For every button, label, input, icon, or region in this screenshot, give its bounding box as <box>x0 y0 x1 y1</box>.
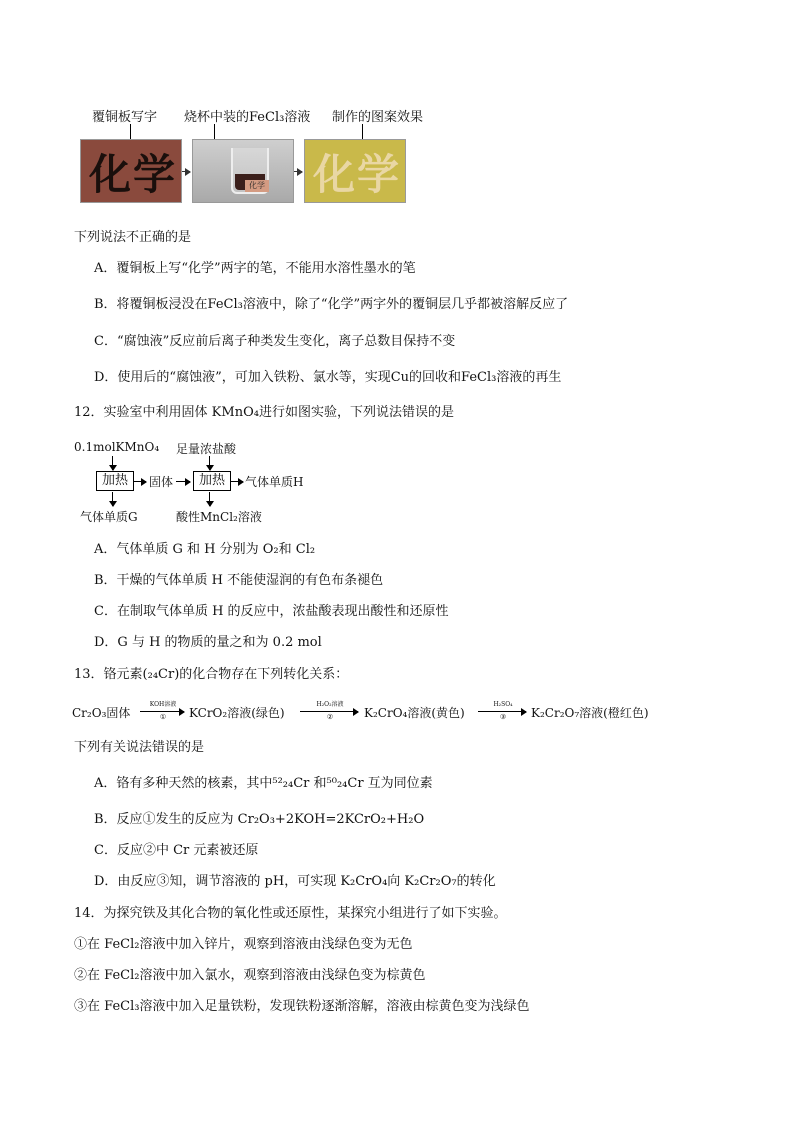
photo2-label-card: 化学 <box>245 180 269 192</box>
flow-box-heat-1: 加热 <box>96 471 134 491</box>
flow-hcl: 足量浓盐酸 <box>176 442 237 456</box>
q13-option-a: A．铬有多种天然的核素，其中⁵²₂₄Cr 和⁵⁰₂₄Cr 互为同位素 <box>94 776 433 791</box>
flow-gas-h: 气体单质H <box>245 475 304 489</box>
flow-box-heat-2: 加热 <box>193 471 231 491</box>
arrow-to-gas-g <box>112 492 113 506</box>
q11-stem: 下列说法不正确的是 <box>74 230 192 245</box>
q12-option-d: D．G 与 H 的物质的量之和为 0.2 mol <box>94 635 322 650</box>
arrow-hcl-down <box>209 456 210 470</box>
q13-option-d: D．由反应③知，调节溶液的 pH，可实现 K₂CrO₄向 K₂Cr₂O₇的转化 <box>94 874 496 889</box>
arrow-2 <box>294 171 302 172</box>
chain-cr2o3: Cr₂O₃固体 <box>72 706 131 720</box>
q14-stem: 14．为探究铁及其化合物的氧化性或还原性，某探究小组进行了如下实验。 <box>74 906 507 921</box>
chain-step-3: ③ <box>499 713 507 721</box>
q13-option-c: C．反应②中 Cr 元素被还原 <box>94 843 259 858</box>
arrow-kmno4-down <box>112 456 113 470</box>
chain-k2cr2o7: K₂Cr₂O₇溶液(橙红色) <box>531 706 649 720</box>
chain-reagent-2: H₂O₂溶液 <box>316 701 344 708</box>
chain-arrow-1 <box>140 711 184 712</box>
q12-option-a: A．气体单质 G 和 H 分别为 O₂和 Cl₂ <box>94 542 316 557</box>
chain-step-2: ② <box>326 713 334 721</box>
flow-solid: 固体 <box>149 475 174 489</box>
chain-arrow-2 <box>300 711 358 712</box>
flow-gas-g: 气体单质G <box>80 510 138 524</box>
chain-kcro2: KCrO₂溶液(绿色) <box>189 706 285 720</box>
arrow-1 <box>182 171 190 172</box>
chain-reagent-1: KOH溶液 <box>149 701 177 708</box>
q12-option-b: B．干燥的气体单质 H 不能使湿润的有色布条褪色 <box>94 573 384 588</box>
photo-copper-board <box>80 139 182 203</box>
chain-k2cro4: K₂CrO₄溶液(黄色) <box>364 706 465 720</box>
chain-reagent-3: H₂SO₄ <box>493 701 513 708</box>
q14-experiment-1: ①在 FeCl₂溶液中加入锌片，观察到溶液由浅绿色变为无色 <box>74 937 413 952</box>
arrow-to-solid <box>134 481 146 482</box>
flow-solution: 酸性MnCl₂溶液 <box>176 510 262 524</box>
q14-experiment-2: ②在 FeCl₂溶液中加入氯水，观察到溶液由浅绿色变为棕黄色 <box>74 968 426 983</box>
q13-option-b: B．反应①发生的反应为 Cr₂O₃+2KOH=2KCrO₂+H₂O <box>94 812 425 827</box>
photo3-characters: 化学 <box>313 150 402 199</box>
q12-stem: 12．实验室中利用固体 KMnO₄进行如图实验，下列说法错误的是 <box>74 405 454 420</box>
arrow-to-gas-h <box>231 481 243 482</box>
caption-beaker: 烧杯中装的FeCl₃溶液 <box>184 110 311 125</box>
q13-stem: 13．铬元素(₂₄Cr)的化合物存在下列转化关系： <box>74 667 349 682</box>
caption-result: 制作的图案效果 <box>332 110 424 125</box>
q11-option-d: D．使用后的“腐蚀液”，可加入铁粉、氯水等，实现Cu的回收和FeCl₃溶液的再生 <box>94 370 562 385</box>
chain-arrow-3 <box>478 711 526 712</box>
q12-option-c: C．在制取气体单质 H 的反应中，浓盐酸表现出酸性和还原性 <box>94 604 449 619</box>
q11-option-a: A．覆铜板上写“化学”两字的笔，不能用水溶性墨水的笔 <box>94 261 416 276</box>
arrow-to-solution <box>209 492 210 506</box>
q11-option-c: C．“腐蚀液”反应前后离子种类发生变化，离子总数目保持不变 <box>94 334 456 349</box>
chain-step-1: ① <box>159 713 167 721</box>
caption-write: 覆铜板写字 <box>92 110 158 125</box>
arrow-solid-to-heat <box>176 481 190 482</box>
q14-experiment-3: ③在 FeCl₃溶液中加入足量铁粉，发现铁粉逐渐溶解，溶液由棕黄色变为浅绿色 <box>74 999 530 1014</box>
q13-sub-stem: 下列有关说法错误的是 <box>74 740 205 755</box>
photo1-characters: 化学 <box>89 150 178 199</box>
photo-beaker <box>192 139 294 203</box>
flow-kmno4: 0.1molKMnO₄ <box>74 440 160 454</box>
q11-option-b: B．将覆铜板浸没在FeCl₃溶液中，除了“化学”两字外的覆铜层几乎都被溶解反应了 <box>94 297 569 312</box>
photo-result <box>304 139 406 203</box>
